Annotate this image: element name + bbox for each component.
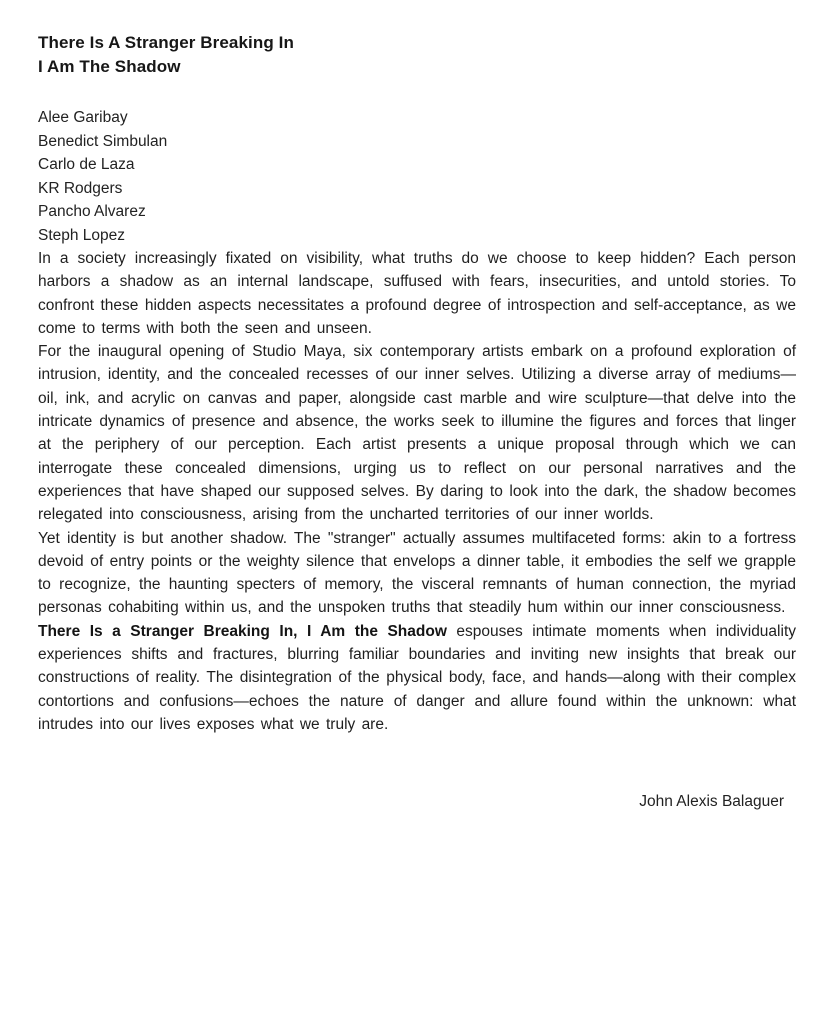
paragraph-intro: In a society increasingly fixated on visibility, what truths do we choose to keep hidden? Each person harbors a shadow as an internal landscape, suffused with fears, insecurities, and untold stories. To confront these hidden aspects necessitates a profound degree of introspection and self-acceptance, as we come to terms with both the seen and unseen. xyxy=(38,250,796,337)
document-title xyxy=(38,31,796,79)
closing-bold-lead: There Is a Stranger Breaking In, I Am the Shadow xyxy=(38,622,447,640)
paragraph-identity: Yet identity is but another shadow. The "stranger" actually assumes multifaceted forms: akin to a fortress devoid of entry points or the weighty silence that envelops a dinner table, it embodies the self we grapple to recognize, the haunting specters of memory, the visceral remnants of human connection, the myriad personas cohabiting within us, and the unspoken truths that steadily hum within our inner consciousness. xyxy=(38,529,796,617)
title-line-1: There Is A Stranger Breaking In xyxy=(38,33,294,52)
artist-name-6: Steph Lopez xyxy=(38,226,126,244)
artist-list xyxy=(38,106,796,247)
artist-name-2: Benedict Simbulan xyxy=(38,132,168,150)
artist-name-4: KR Rodgers xyxy=(38,179,123,197)
artist-name-5: Pancho Alvarez xyxy=(38,203,146,220)
signature: John Alexis Balaguer xyxy=(639,793,784,811)
artist-name-3: Carlo de Laza xyxy=(38,156,135,173)
artist-name-1: Alee Garibay xyxy=(38,109,128,126)
title-line-2: I Am The Shadow xyxy=(38,57,181,76)
paragraph-exhibition: For the inaugural opening of Studio Maya, six contemporary artists embark on a profound exploration of intrusion, identity, and the concealed recesses of our inner selves. Utilizing a diverse array of mediums—oil, ink, and acrylic on canvas and paper, alongside cast marble and wire sculpture—that delve into the intricate dynamics of presence and absence, the works seek to illumine the figures and forces that linger at the periphery of our perception. Each artist presents a unique proposal through which we can interrogate these concealed dimensions, urging us to reflect on our personal narratives and the experiences that have shaped our supposed selves. By daring to look into the dark, the shadow becomes relegated into consciousness, arising from the uncharted territories of our inner worlds. xyxy=(38,343,796,524)
paragraph-closing xyxy=(38,620,796,736)
closing-text: espouses intimate moments when individuality experiences shifts and fractures, blurring familiar boundaries and inviting new insights that break our constructions of reality. The disintegration of the physical body, face, and hands—along with their complex contortions and confusions—echoes the nature of danger and allure found within the unknown: what intrudes into our lives exposes what we truly are. xyxy=(38,622,796,733)
